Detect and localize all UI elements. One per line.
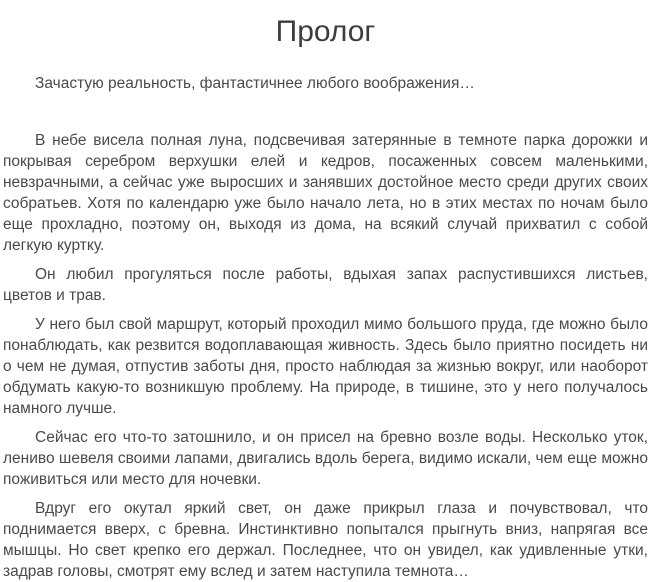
- paragraph-5: Вдруг его окутал яркий свет, он даже прикрыл глаза и почувствовал, что поднимается вверх, с бревна. Инстинктивно попытался прыгнуть вниз, напрягая все мышцы. Но свет крепко его держал. Последнее, что он увидел, как удивленные утки, задрав головы, смотрят ему вслед и затем наступила темнота…: [3, 500, 648, 580]
- epigraph: Зачастую реальность, фантастичнее любого воображения…: [35, 75, 475, 92]
- paragraph-3: У него был свой маршрут, который проходил мимо большого пруда, где можно было понаблюдать, как резвится водоплавающая живность. Здесь было приятно посидеть ни о чем не думая, отпустив заботы дня, просто наблюдая за жизнью вокруг, или наоборот обдумать какую-то возникшую проблему. На природе, в тишине, это у него получалось намного лучше.: [3, 316, 648, 417]
- chapter-body: [3, 130, 648, 582]
- paragraph-1: В небе висела полная луна, подсвечивая затерянные в темноте парка дорожки и покрывая серебром верхушки елей и кедров, посаженных совсем маленькими, невзрачными, а сейчас уже выросших и занявших достойное место среди других своих собратьев. Хотя по календарю уже было начало лета, но в этих местах по ночам было еще прохладно, поэтому он, выходя из дома, на всякий случай прихватил с собой легкую куртку.: [3, 132, 648, 254]
- paragraph-2: Он любил прогуляться после работы, вдыхая запах распустившихся листьев, цветов и трав.: [3, 266, 648, 304]
- paragraph-4: Сейчас его что-то затошнило, и он присел на бревно возле воды. Несколько уток, лениво шевеля своими лапами, двигались вдоль берега, видимо искали, чем еще можно поживиться или место для ночевки.: [3, 429, 648, 488]
- chapter-title: Пролог: [275, 15, 376, 48]
